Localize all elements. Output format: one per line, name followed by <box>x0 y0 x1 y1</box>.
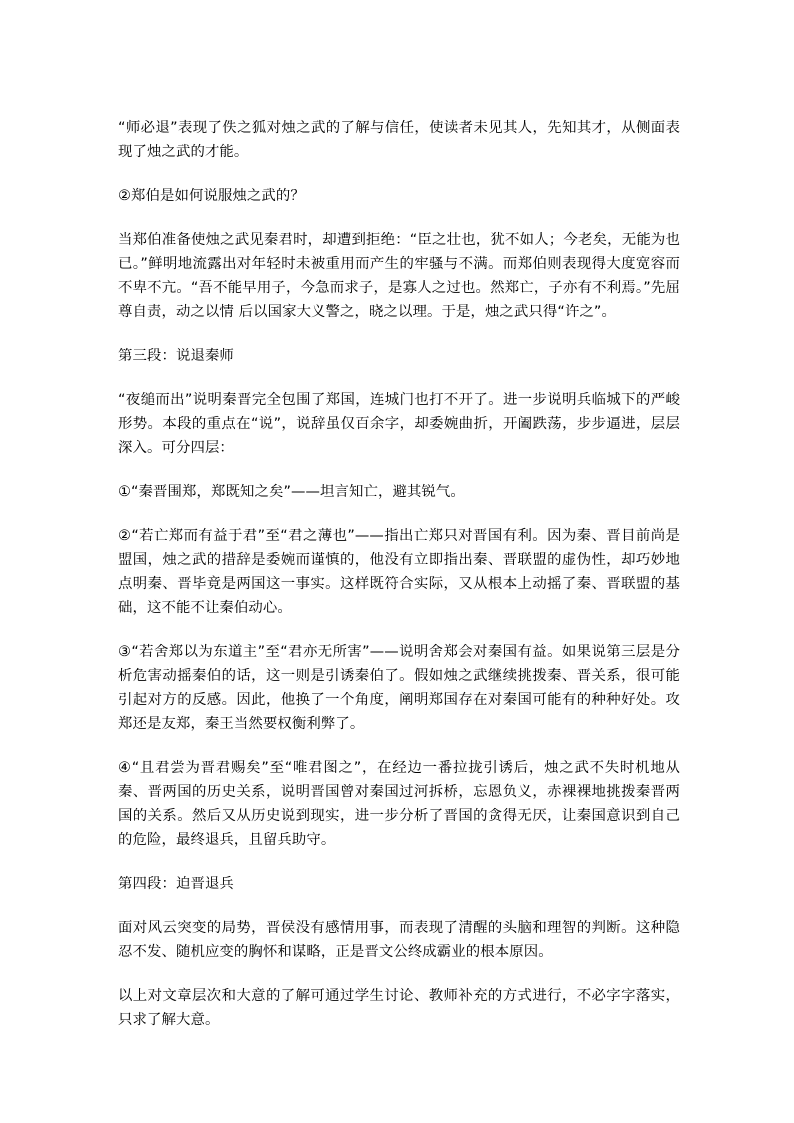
paragraph-layer-1: ①“秦晋围郑，郑既知之矣”——坦言知亡，避其锐气。 <box>118 484 465 500</box>
paragraph-zhengbo-persuasion: 当郑伯准备使烛之武见秦君时，却遭到拒绝：“臣之壮也，犹不如人；今老矣，无能为也已。”鲜明地流露出对年轻时未被重用而产生的牢骚与不满。而郑伯则表现得大度宽容而不卑不亢。“吾不能早用子，今急而求子，是寡人之过也。然郑亡，子亦有不利焉。”先屈尊自责，动之以情 后以国家大义警之，晓之以理。于是，烛之武只得“许之”。 <box>118 232 680 320</box>
paragraph-layer-2: ②“若亡郑而有益于君”至“君之薄也”——指出亡郑只对晋国有利。因为秦、晋目前尚是盟国，烛之武的措辞是委婉而谨慎的，他没有立即指出秦、晋联盟的虚伪性，却巧妙地点明秦、晋毕竟是两国这一事实。这样既符合实际，又从根本上动摇了秦、晋联盟的基础，这不能不让秦伯动心。 <box>118 528 680 616</box>
paragraph-layer-3: ③“若舍郑以为东道主”至“君亦无所害”——说明舍郑会对秦国有益。如果说第三层是分析危害动摇秦伯的话，这一则是引诱秦伯了。假如烛之武继续挑拨秦、晋关系，很可能引起对方的反感。因此，他换了一个角度，阐明郑国存在对秦国可能有的种种好处。攻郑还是友郑，秦王当然要权衡利弊了。 <box>118 644 680 732</box>
document-body <box>118 116 680 1052</box>
section-heading-3: 第三段：说退秦师 <box>118 348 234 364</box>
section-heading-4: 第四段：迫晋退兵 <box>118 876 234 892</box>
paragraph-layer-4: ④“且君尝为晋君赐矣”至“唯君图之”，在经边一番拉拢引诱后，烛之武不失时机地从秦、晋两国的历史关系，说明晋国曾对秦国过河拆桥，忘恩负义，赤裸裸地挑拨秦晋两国的关系。然后又从历史说到现实，进一步分析了晋国的贪得无厌，让秦国意识到自己的危险，最终退兵，且留兵助守。 <box>118 760 680 848</box>
paragraph-section-3-intro: “夜缒而出”说明秦晋完全包围了郑国，连城门也打不开了。进一步说明兵临城下的严峻形势。本段的重点在“说”，说辞虽仅百余字，却委婉曲折，开阖跌荡，步步逼进，层层深入。可分四层： <box>118 392 680 456</box>
paragraph-section-4: 面对风云突变的局势，晋侯没有感情用事，而表现了清醒的头脑和理智的判断。这种隐忍不发、随机应变的胸怀和谋略，正是晋文公终成霸业的根本原因。 <box>118 920 680 960</box>
paragraph-summary-note: 以上对文章层次和大意的了解可通过学生讨论、教师补充的方式进行，不必字字落实，只求了解大意。 <box>118 988 680 1028</box>
question-heading-zhengbo: ②郑伯是如何说服烛之武的？ <box>118 188 305 204</box>
paragraph-shibitui-analysis: “师必退”表现了佚之狐对烛之武的了解与信任，使读者未见其人，先知其才，从侧面表现了烛之武的才能。 <box>118 120 680 160</box>
